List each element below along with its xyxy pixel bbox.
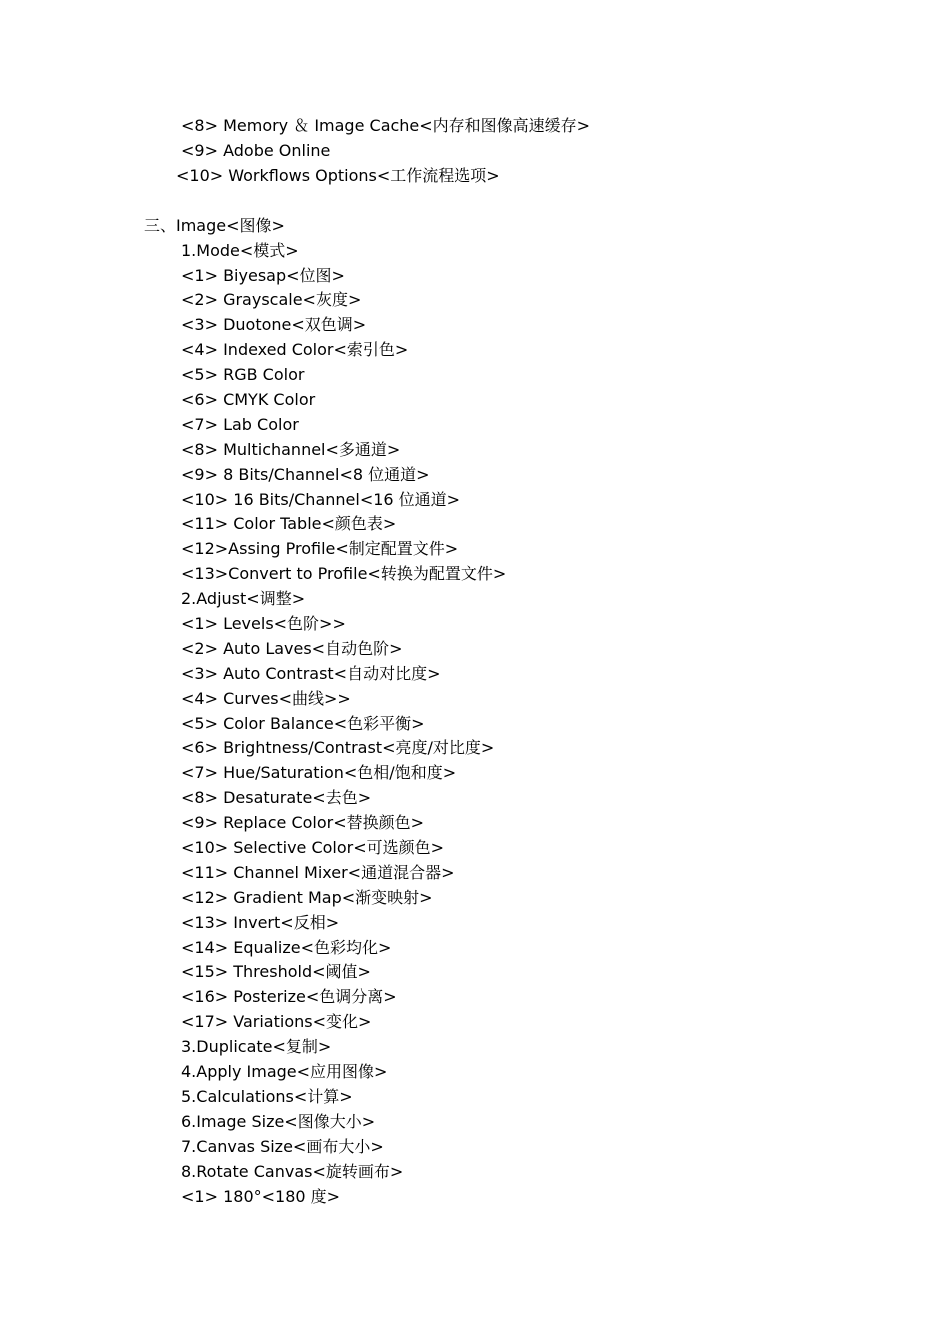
list-item: <9> Replace Color<替换颜色> bbox=[181, 813, 425, 832]
list-item: <8> Desaturate<去色> bbox=[181, 788, 372, 807]
subheading-canvas-size: 7.Canvas Size<画布大小> bbox=[181, 1137, 384, 1156]
subheading-rotate-canvas: 8.Rotate Canvas<旋转画布> bbox=[181, 1162, 404, 1181]
list-item: <3> Auto Contrast<自动对比度> bbox=[181, 664, 441, 683]
list-item: <7> Lab Color bbox=[181, 415, 299, 434]
list-item: <15> Threshold<阈值> bbox=[181, 962, 371, 981]
list-item: <6> Brightness/Contrast<亮度/对比度> bbox=[181, 738, 495, 757]
list-item: <7> Hue/Saturation<色相/饱和度> bbox=[181, 763, 457, 782]
section-heading-image: 三、Image<图像> bbox=[144, 216, 285, 235]
subheading-image-size: 6.Image Size<图像大小> bbox=[181, 1112, 376, 1131]
list-item: <12>Assing Profile<制定配置文件> bbox=[181, 539, 459, 558]
list-item: <5> RGB Color bbox=[181, 365, 305, 384]
subheading-apply-image: 4.Apply Image<应用图像> bbox=[181, 1062, 388, 1081]
list-item: <17> Variations<变化> bbox=[181, 1012, 372, 1031]
list-item: <11> Color Table<颜色表> bbox=[181, 514, 397, 533]
list-item: <13> Invert<反相> bbox=[181, 913, 340, 932]
subheading-duplicate: 3.Duplicate<复制> bbox=[181, 1037, 332, 1056]
list-item: <1> Levels<色阶>> bbox=[181, 614, 346, 633]
list-item: <6> CMYK Color bbox=[181, 390, 316, 409]
list-item: <16> Posterize<色调分离> bbox=[181, 987, 397, 1006]
list-item: <13>Convert to Profile<转换为配置文件> bbox=[181, 564, 507, 583]
list-item: <4> Indexed Color<索引色> bbox=[181, 340, 409, 359]
list-item: <10> Selective Color<可选颜色> bbox=[181, 838, 445, 857]
list-item: <9> 8 Bits/Channel<8 位通道> bbox=[181, 465, 430, 484]
list-item: <2> Auto Laves<自动色阶> bbox=[181, 639, 403, 658]
subheading-calculations: 5.Calculations<计算> bbox=[181, 1087, 353, 1106]
menu-item-memory-image-cache: <8> Memory ＆ Image Cache<内存和图像高速缓存> bbox=[181, 116, 591, 135]
subheading-mode: 1.Mode<模式> bbox=[181, 241, 299, 260]
list-item: <14> Equalize<色彩均化> bbox=[181, 938, 392, 957]
list-item: <5> Color Balance<色彩平衡> bbox=[181, 714, 425, 733]
list-item: <8> Multichannel<多通道> bbox=[181, 440, 401, 459]
menu-item-adobe-online: <9> Adobe Online bbox=[181, 141, 331, 160]
subheading-adjust: 2.Adjust<调整> bbox=[181, 589, 306, 608]
menu-item-workflows-options: <10> Workflows Options<工作流程选项> bbox=[176, 166, 500, 185]
list-item: <10> 16 Bits/Channel<16 位通道> bbox=[181, 490, 461, 509]
list-item: <12> Gradient Map<渐变映射> bbox=[181, 888, 433, 907]
list-item: <4> Curves<曲线>> bbox=[181, 689, 351, 708]
list-item: <3> Duotone<双色调> bbox=[181, 315, 367, 334]
list-item: <1> Biyesap<位图> bbox=[181, 266, 345, 285]
list-item: <1> 180°<180 度> bbox=[181, 1187, 341, 1206]
list-item: <11> Channel Mixer<通道混合器> bbox=[181, 863, 455, 882]
list-item: <2> Grayscale<灰度> bbox=[181, 290, 362, 309]
